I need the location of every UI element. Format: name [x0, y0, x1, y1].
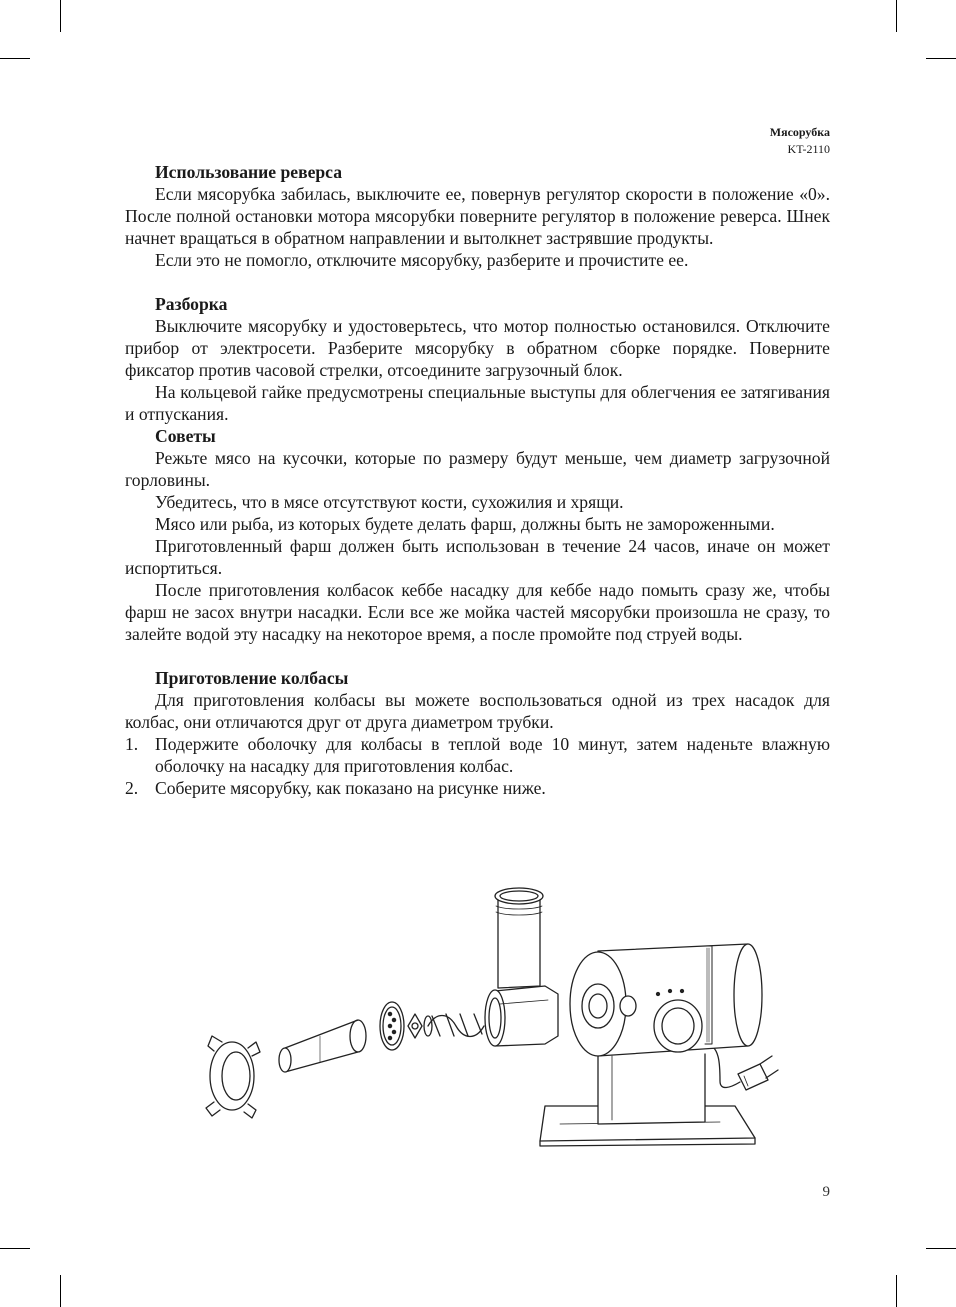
crop-mark: [0, 58, 30, 59]
paragraph: Приготовленный фарш должен быть использован в течение 24 часов, иначе он может испортиться.: [125, 536, 830, 578]
header-model: KT-2110: [787, 142, 830, 156]
paragraph: Режьте мясо на кусочки, которые по размеру будут меньше, чем диаметр загрузочной горловины.: [125, 448, 830, 490]
paragraph: После приготовления колбасок кеббе насадку для кеббе надо помыть сразу же, чтобы фарш не засох внутри насадки. Если все же мойка частей мясорубки произошла не сразу, то залейте водой эту насадку на некоторое время, а после промойте под струей воды.: [125, 580, 830, 644]
step-number: 2.: [125, 778, 139, 798]
paragraph: На кольцевой гайке предусмотрены специальные выступы для облегчения ее затягивания и отпускания.: [125, 382, 830, 424]
grinder-housing-icon: [485, 986, 558, 1046]
page-number: 9: [822, 1184, 830, 1200]
section-heading-sausage: Приготовление колбасы: [155, 668, 349, 688]
sausage-nozzle-icon: [279, 1020, 366, 1072]
crop-mark: [926, 58, 956, 59]
paragraph: Убедитесь, что в мясе отсутствуют кости, сухожилия и хрящи.: [155, 492, 624, 512]
crop-mark: [0, 1248, 30, 1249]
section-heading-disassembly: Разборка: [155, 294, 228, 314]
auger-screw-icon: [424, 1014, 484, 1037]
paragraph: Если мясорубка забилась, выключите ее, повернув регулятор скорости в положение «0». После полной остановки мотора мясорубки поверните регулятор в положение реверса. Шнек начнет вращаться в обратном направлении и вытолкнет застрявшие продукты.: [125, 184, 830, 248]
cutting-knife-icon: [408, 1014, 422, 1038]
power-plug-icon: [705, 1044, 778, 1090]
paragraph: Если это не помогло, отключите мясорубку, разберите и прочистите ее.: [155, 250, 689, 270]
running-header: [770, 124, 830, 158]
feed-tube-icon: [495, 888, 543, 988]
ring-nut-icon: [206, 1036, 260, 1118]
list-item: [125, 777, 830, 799]
crop-mark: [926, 1248, 956, 1249]
section-heading-reverse: Использование реверса: [155, 162, 342, 182]
crop-mark: [60, 0, 61, 32]
grinding-plate-icon: [380, 1002, 404, 1050]
paragraph: Выключите мясорубку и удостоверьтесь, что мотор полностью остановился. Отключите прибор от электросети. Разберите мясорубку в обратном сборке порядке. Поверните фиксатор против часовой стрелки, отсоедините загрузочный блок.: [125, 316, 830, 380]
crop-mark: [896, 0, 897, 32]
crop-mark: [60, 1275, 61, 1307]
paragraph: Для приготовления колбасы вы можете воспользоваться одной из трех насадок для колбас, они отличаются друг от друга диаметром трубки.: [125, 690, 830, 732]
header-title: Мясорубка: [769, 125, 830, 139]
motor-stand-icon: [598, 1054, 705, 1124]
main-text: [125, 161, 830, 799]
step-text: Соберите мясорубку, как показано на рисунке ниже.: [155, 778, 546, 798]
step-number: 1.: [125, 734, 139, 754]
steps-list: [125, 733, 830, 799]
lock-knob-icon: [620, 996, 636, 1016]
meat-grinder-assembly-illustration: [200, 876, 780, 1156]
crop-mark: [896, 1275, 897, 1307]
section-heading-tips: Советы: [155, 426, 216, 446]
list-item: [125, 733, 830, 777]
paragraph: Мясо или рыба, из которых будете делать фарш, должны быть не замороженными.: [155, 514, 775, 534]
step-text: Подержите оболочку для колбасы в теплой воде 10 минут, затем наденьте влажную оболочку на насадку для приготовления колбас.: [155, 734, 830, 776]
